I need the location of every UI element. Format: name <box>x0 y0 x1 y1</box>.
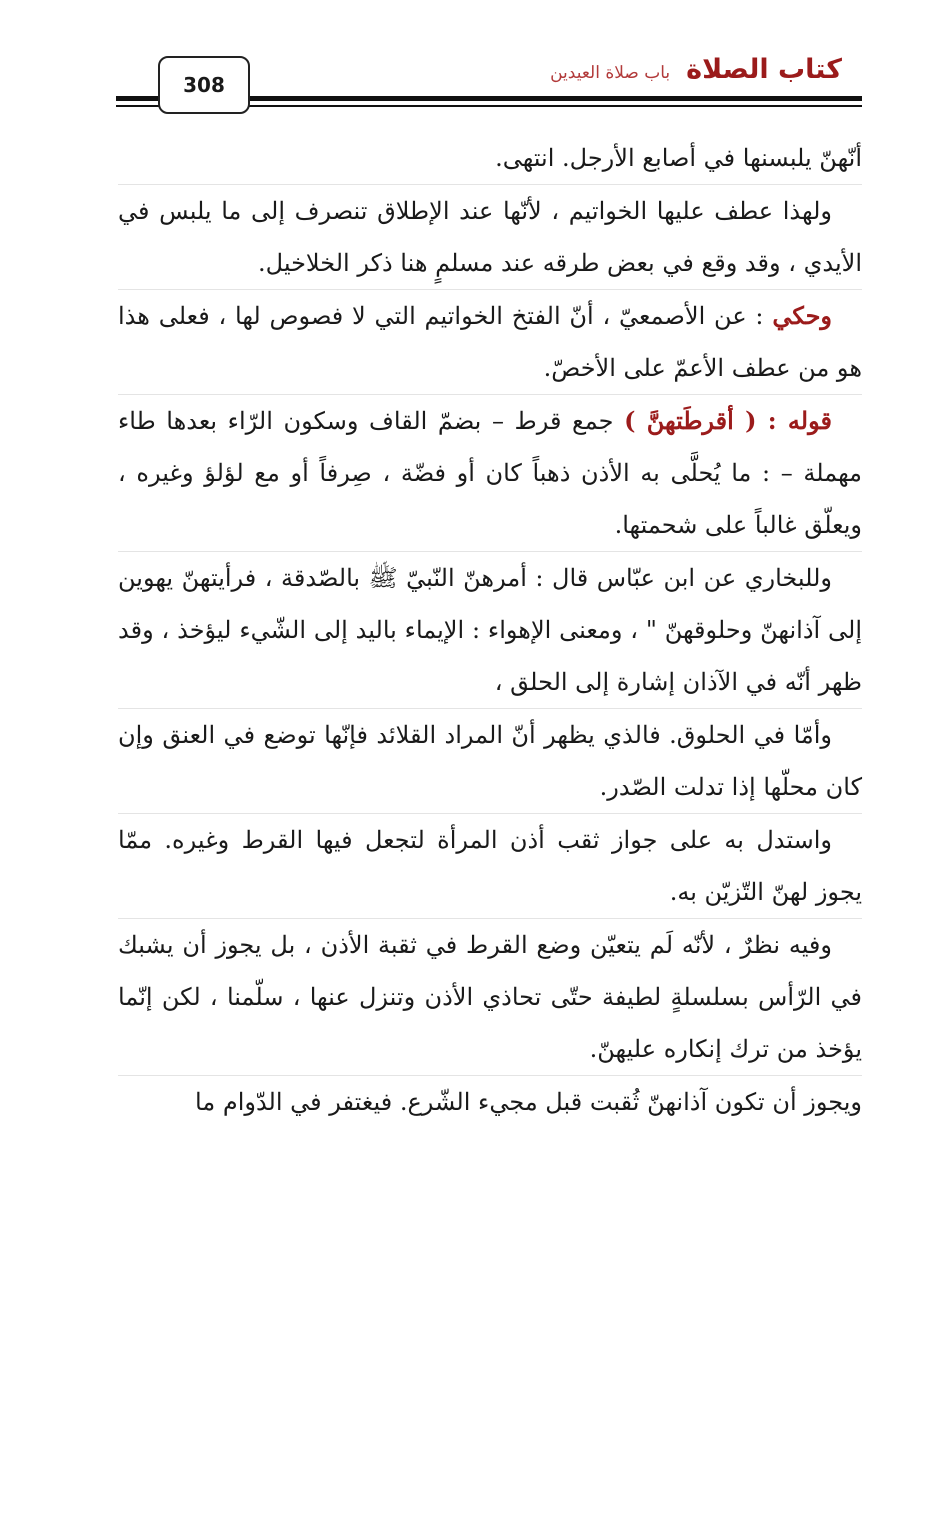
page-number <box>158 56 250 114</box>
paragraph-text: وفيه نظرٌ ، لأنّه لَم يتعيّن وضع القرط في ثقبة الأذن ، بل يجوز أن يشبك في الرّأس بسلسلةٍ لطيفة حتّى تحاذي الأذن وتنزل عنها ، سلّمنا ، لكن إنّما يؤخذ من ترك إنكاره عليهنّ. <box>118 931 862 1063</box>
paragraph <box>118 919 862 1075</box>
book-title: كتاب الصلاة <box>686 54 842 85</box>
paragraph <box>118 709 862 813</box>
page-body <box>118 132 862 1128</box>
paragraph-text: ولهذا عطف عليها الخواتيم ، لأنّها عند الإطلاق تنصرف إلى ما يلبس في الأيدي ، وقد وقع في بعض طرقه عند مسلمٍ هنا ذكر الخلاخيل. <box>118 197 862 277</box>
paragraph <box>118 132 862 184</box>
running-head <box>550 54 842 85</box>
paragraph <box>118 395 862 551</box>
paragraph <box>118 814 862 918</box>
chapter-title: باب صلاة العيدين <box>550 63 671 83</box>
paragraph <box>118 185 862 289</box>
paragraph-text: أنّهنّ يلبسنها في أصابع الأرجل. انتهى. <box>495 144 862 172</box>
paragraph-text: وأمّا في الحلوق. فالذي يظهر أنّ المراد القلائد فإنّها توضع في العنق وإن كان محلّها إذا تدلت الصّدر. <box>118 721 862 801</box>
paragraph-text: واستدل به على جواز ثقب أذن المرأة لتجعل فيها القرط وغيره. ممّا يجوز لهنّ التّزيّن به. <box>118 826 862 906</box>
page-header <box>0 0 945 120</box>
paragraph <box>118 290 862 394</box>
paragraph <box>118 552 862 708</box>
paragraph <box>118 1076 862 1128</box>
paragraph-text: ويجوز أن تكون آذانهنّ ثُقبت قبل مجيء الشّرع. فيغتفر في الدّوام ما <box>195 1088 862 1116</box>
paragraph-text: جمع قرط – بضمّ القاف وسكون الرّاء بعدها طاء مهملة – : ما يُحلَّى به الأذن ذهباً كان أو فضّة ، صِرفاً أو مع لؤلؤ وغيره ، ويعلّق غالباً على شحمتها. <box>118 407 862 539</box>
paragraph-lead: قوله : ( أقرطَتهنَّ ) <box>624 406 832 435</box>
paragraph-text: : عن الأصمعيّ ، أنّ الفتخ الخواتيم التي لا فصوص لها ، فعلى هذا هو من عطف الأعمّ على الأخصّ. <box>118 302 862 382</box>
page-number-label: 308 <box>183 73 225 97</box>
paragraph-lead: وحكي <box>772 301 833 330</box>
paragraph-text: وللبخاري عن ابن عبّاس قال : أمرهنّ النّبيّ ﷺ بالصّدقة ، فرأيتهنّ يهوين إلى آذانهنّ وحلوقهنّ " ، ومعنى الإهواء : الإيماء باليد إلى الشّيء ليؤخذ ، وقد ظهر أنّه في الآذان إشارة إلى الحلق ، <box>118 564 862 696</box>
